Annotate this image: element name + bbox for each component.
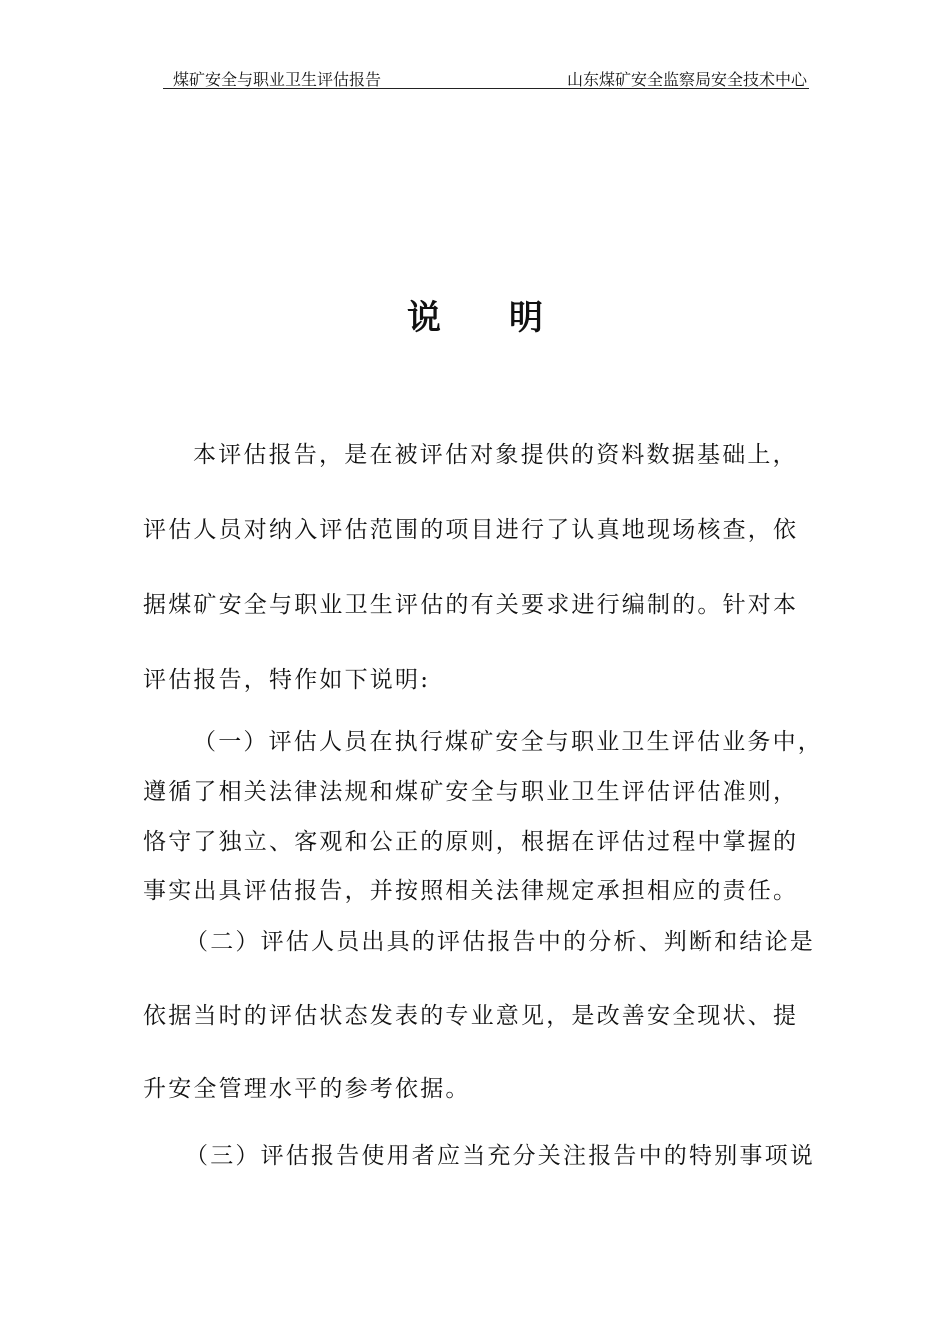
- paragraph-line: 评估人员对纳入评估范围的项目进行了认真地现场核查，依: [143, 517, 799, 543]
- paragraph-line: 恪守了独立、客观和公正的原则，根据在评估过程中掌握的: [143, 829, 799, 855]
- page-title: 说明: [407, 298, 611, 338]
- page-header: [163, 66, 809, 89]
- paragraph-line: 据煤矿安全与职业卫生评估的有关要求进行编制的。针对本: [143, 592, 799, 618]
- paragraph-line: （一）评估人员在执行煤矿安全与职业卫生评估业务中，: [193, 729, 823, 755]
- header-report-title: 煤矿安全与职业卫生评估报告: [173, 70, 382, 89]
- paragraph-line: 遵循了相关法律法规和煤矿安全与职业卫生评估评估准则，: [143, 779, 799, 805]
- paragraph-line: 评估报告，特作如下说明:: [143, 667, 431, 693]
- paragraph-line: （三）评估报告使用者应当充分关注报告中的特别事项说: [185, 1143, 815, 1169]
- paragraph-line: 升安全管理水平的参考依据。: [143, 1076, 471, 1102]
- paragraph-line: 事实出具评估报告，并按照相关法律规定承担相应的责任。: [143, 878, 799, 904]
- paragraph-line: （二）评估人员出具的评估报告中的分析、判断和结论是: [185, 929, 815, 955]
- paragraph-line: 本评估报告，是在被评估对象提供的资料数据基础上，: [193, 442, 798, 468]
- paragraph-line: 依据当时的评估状态发表的专业意见，是改善安全现状、提: [143, 1003, 799, 1029]
- header-organization: 山东煤矿安全监察局安全技术中心: [566, 70, 807, 89]
